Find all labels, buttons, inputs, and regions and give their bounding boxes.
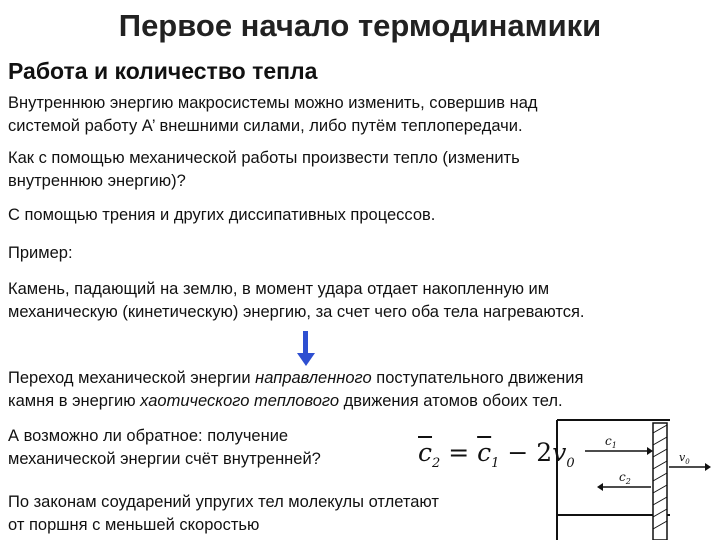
text-line: С помощью трения и других диссипативных процессов.	[8, 206, 436, 224]
text-line: Камень, падающий на землю, в момент удара отдает накопленную им	[8, 280, 550, 298]
formula-symbol: $\overline{c}$	[477, 438, 492, 467]
text-line: Внутреннюю энергию макросистемы можно изменить, совершив над	[8, 94, 538, 112]
formula-operator: − 2	[499, 438, 553, 467]
text-line: внутреннюю энергию)?	[8, 172, 186, 190]
text-segment: Переход механической энергии	[8, 369, 256, 387]
text-line	[8, 367, 583, 390]
paragraph-energy-transition	[8, 367, 583, 413]
paragraph-reverse-question	[8, 425, 321, 471]
text-line: механической энергии счёт внутренней?	[8, 450, 321, 468]
formula-subscript: 0	[566, 456, 575, 471]
paragraph-question-heat	[8, 147, 520, 193]
c2-subscript: 2	[625, 477, 631, 486]
paragraph-stone-example	[8, 278, 585, 324]
down-arrow-icon	[296, 331, 316, 367]
section-subtitle: Работа и количество тепла	[8, 58, 318, 84]
v0-subscript: 0	[685, 458, 690, 466]
v0-symbol: v	[679, 451, 686, 464]
c2-symbol: c	[619, 470, 626, 484]
v0-label	[679, 451, 690, 466]
c1-subscript: 1	[611, 441, 617, 450]
formula-symbol: v	[552, 438, 567, 467]
text-line: По законам соударений упругих тел молекулы отлетают	[8, 493, 439, 511]
text-segment: камня в энергию	[8, 392, 141, 410]
velocity-formula	[418, 438, 575, 471]
paragraph-example-label	[8, 242, 73, 265]
paragraph-collision-law	[8, 491, 439, 537]
text-line: Пример:	[8, 244, 73, 262]
formula-symbol: $\overline{c}$	[418, 438, 433, 467]
text-segment: поступательного движения	[371, 369, 584, 387]
text-segment: движения атомов обоих тел.	[339, 392, 563, 410]
text-line: от поршня с меньшей скоростью	[8, 516, 260, 534]
text-line: А возможно ли обратное: получение	[8, 427, 289, 445]
italic-term-directed: направленного	[255, 369, 372, 387]
paragraph-friction	[8, 204, 435, 227]
page-title: Первое начало термодинамики	[118, 8, 602, 43]
text-line: механическую (кинетическую) энергию, за счет чего оба тела нагреваются.	[8, 303, 585, 321]
v0-arrowhead	[705, 463, 711, 471]
formula-subscript: 2	[432, 456, 441, 471]
c1-arrowhead	[647, 447, 653, 455]
piston-collision-diagram	[555, 415, 715, 540]
italic-term-chaotic: хаотического теплового	[140, 392, 340, 410]
c2-label	[619, 470, 631, 486]
formula-subscript: 1	[491, 456, 500, 471]
paragraph-internal-energy	[8, 92, 538, 138]
c2-arrowhead	[597, 483, 603, 491]
text-line: системой работу А’ внешними силами, либо путём теплопередачи.	[8, 117, 523, 135]
formula-operator: =	[440, 438, 478, 467]
text-line	[8, 390, 583, 413]
c1-label	[605, 434, 617, 450]
text-line: Как с помощью механической работы произвести тепло (изменить	[8, 149, 520, 167]
c1-symbol: c	[605, 434, 612, 448]
